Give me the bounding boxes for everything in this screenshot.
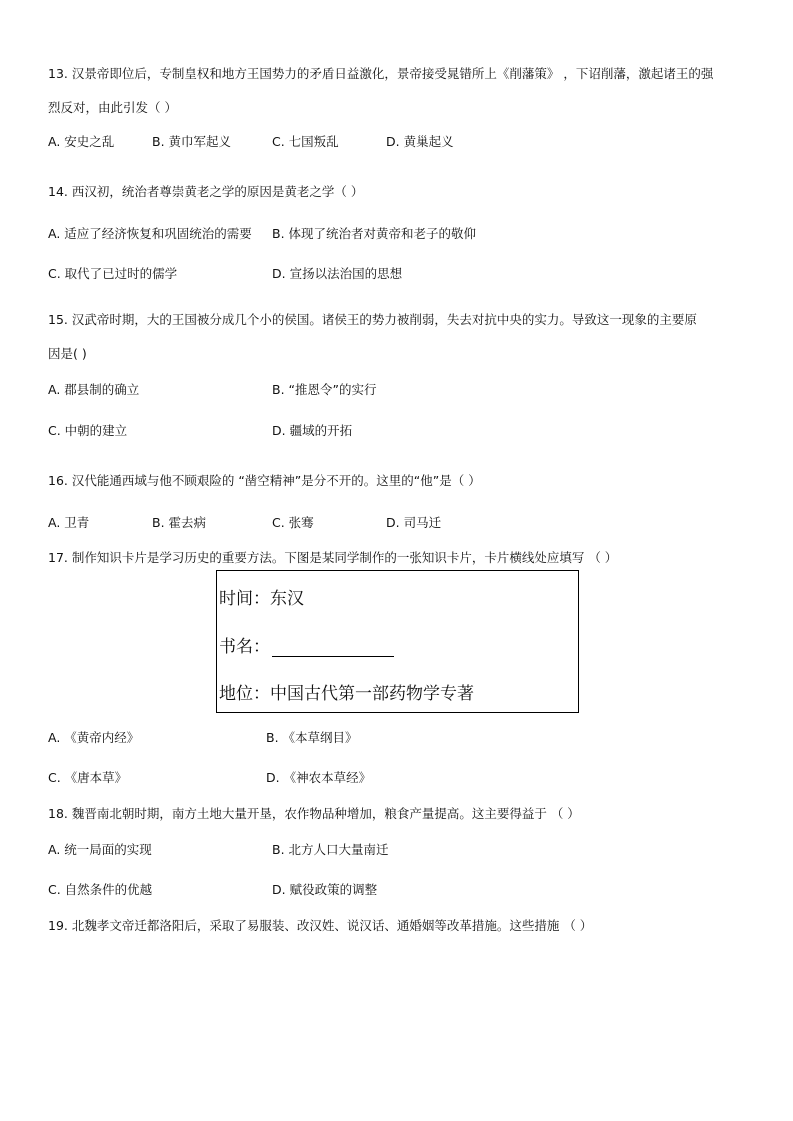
q15-stem-line2: 因是( ) bbox=[48, 346, 87, 361]
q18-option-b: B. 北方人口大量南迁 bbox=[272, 842, 389, 857]
q17-option-d: D. 《神农本草经》 bbox=[266, 770, 372, 785]
q13-option-c: C. 七国叛乱 bbox=[272, 134, 339, 149]
q15-option-c: C. 中朝的建立 bbox=[48, 423, 128, 438]
q13-stem-line1: 13. 汉景帝即位后，专制皇权和地方王国势力的矛盾日益激化，景帝接受晁错所上《削藩策》 ，下诏削藩，激起诸王的强 bbox=[48, 66, 714, 81]
q15-option-b: B. “推恩令”的实行 bbox=[272, 382, 377, 397]
q15-option-d: D. 疆域的开拓 bbox=[272, 423, 353, 438]
q16-option-c: C. 张骞 bbox=[272, 515, 314, 530]
q18-option-c: C. 自然条件的优越 bbox=[48, 882, 153, 897]
q17-option-b: B. 《本草纲目》 bbox=[266, 730, 358, 745]
q17-stem: 17. 制作知识卡片是学习历史的重要方法。下图是某同学制作的一张知识卡片，卡片横线处应填写 （ ） bbox=[48, 550, 618, 565]
q14-option-d: D. 宣扬以法治国的思想 bbox=[272, 266, 403, 281]
q17-option-c: C. 《唐本草》 bbox=[48, 770, 128, 785]
q16-option-b: B. 霍去病 bbox=[152, 515, 207, 530]
q13-option-d: D. 黄巢起义 bbox=[386, 134, 454, 149]
card-book bbox=[219, 637, 394, 657]
q13-option-b: B. 黄巾军起义 bbox=[152, 134, 232, 149]
q15-option-a: A. 郡县制的确立 bbox=[48, 382, 140, 397]
card-book-label: 书名： bbox=[219, 637, 270, 657]
card-status: 地位：中国古代第一部药物学专著 bbox=[219, 684, 474, 704]
q13-stem-line2: 烈反对，由此引发（ ） bbox=[48, 100, 177, 115]
q16-option-d: D. 司马迁 bbox=[386, 515, 442, 530]
q18-stem: 18. 魏晋南北朝时期，南方土地大量开垦，农作物品种增加，粮食产量提高。这主要得益于 （ ） bbox=[48, 806, 580, 821]
knowledge-card bbox=[216, 570, 579, 713]
q17-option-a: A. 《黄帝内经》 bbox=[48, 730, 140, 745]
q15-stem-line1: 15. 汉武帝时期，大的王国被分成几个小的侯国。诸侯王的势力被削弱，失去对抗中央的实力。导致这一现象的主要原 bbox=[48, 312, 697, 327]
card-time: 时间：东汉 bbox=[219, 589, 304, 609]
q19-stem: 19. 北魏孝文帝迁都洛阳后，采取了易服装、改汉姓、说汉话、通婚姻等改革措施。这些措施 （ ） bbox=[48, 918, 593, 933]
q16-stem: 16. 汉代能通西域与他不顾艰险的 “凿空精神”是分不开的。这里的“他”是（ ） bbox=[48, 473, 481, 488]
q14-option-b: B. 体现了统治者对黄帝和老子的敬仰 bbox=[272, 226, 477, 241]
q16-option-a: A. 卫青 bbox=[48, 515, 90, 530]
q18-option-d: D. 赋役政策的调整 bbox=[272, 882, 378, 897]
q14-option-a: A. 适应了经济恢复和巩固统治的需要 bbox=[48, 226, 252, 241]
q14-option-c: C. 取代了已过时的儒学 bbox=[48, 266, 178, 281]
q13-option-a: A. 安史之乱 bbox=[48, 134, 115, 149]
q14-stem: 14. 西汉初，统治者尊崇黄老之学的原因是黄老之学（ ） bbox=[48, 184, 364, 199]
q18-option-a: A. 统一局面的实现 bbox=[48, 842, 152, 857]
card-blank-line bbox=[272, 640, 394, 657]
